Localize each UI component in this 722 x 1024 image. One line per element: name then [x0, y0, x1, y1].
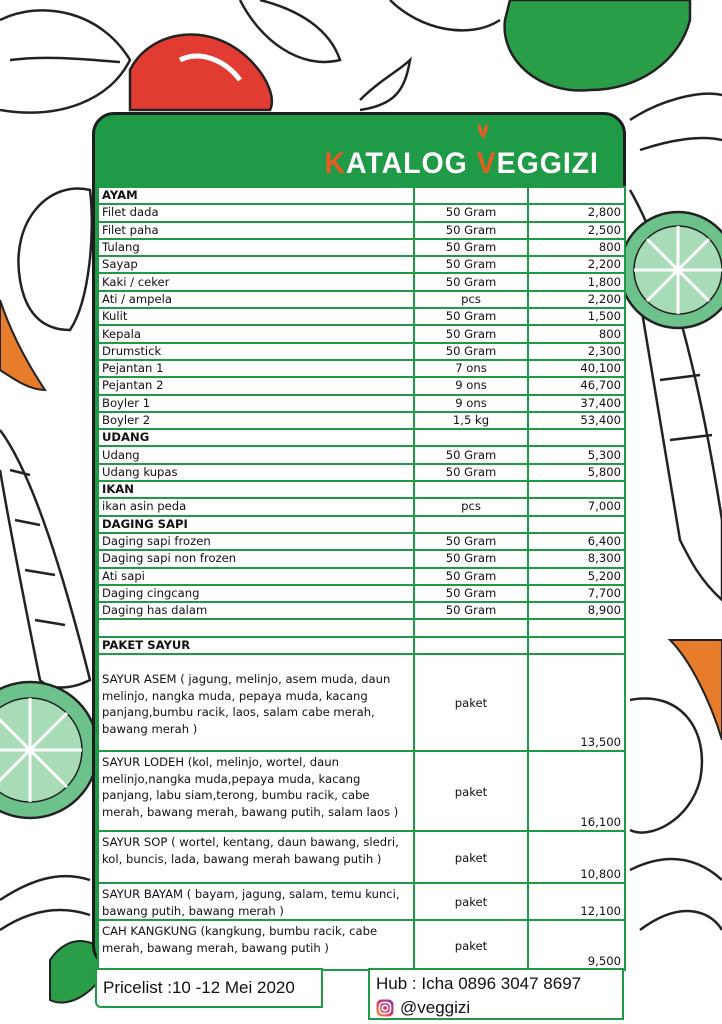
empty-cell — [528, 429, 625, 446]
table-row — [98, 222, 625, 239]
item-price: 2,200 — [528, 256, 625, 273]
item-unit: 50 Gram — [414, 239, 528, 256]
table-row — [98, 273, 625, 290]
catalog-header — [95, 115, 623, 185]
item-name: Tulang — [98, 239, 414, 256]
package-name: CAH KANGKUNG (kangkung, bumbu racik, cabe merah, bawang merah, bawang putih ) — [98, 920, 414, 970]
package-price: 16,100 — [528, 751, 625, 831]
table-row — [98, 654, 625, 751]
package-name: SAYUR ASEM ( jagung, melinjo, asem muda, daun melinjo, nangka muda, pepaya muda, kacang panjang,bumbu racik, laos, salam cabe merah, bawang merah ) — [98, 654, 414, 751]
table-row — [98, 343, 625, 360]
item-price: 40,100 — [528, 360, 625, 377]
item-price: 2,300 — [528, 343, 625, 360]
item-unit: 9 ons — [414, 377, 528, 394]
table-row — [98, 464, 625, 481]
table-row — [98, 239, 625, 256]
package-unit: paket — [414, 751, 528, 831]
item-price: 1,500 — [528, 308, 625, 325]
empty-cell — [414, 429, 528, 446]
item-name: Sayap — [98, 256, 414, 273]
table-row — [98, 360, 625, 377]
package-name: SAYUR LODEH (kol, melinjo, wortel, daun melinjo,nangka muda,pepaya muda, kacang panjang, labu siam,terong, bumbu racik, cabe merah, bawang merah, bawang putih, salam laos ) — [98, 751, 414, 831]
instagram-handle: @veggizi — [400, 998, 471, 1017]
item-price: 8,300 — [528, 550, 625, 567]
package-price: 13,500 — [528, 654, 625, 751]
section-header-row — [98, 429, 625, 446]
item-price: 5,200 — [528, 568, 625, 585]
item-unit: 50 Gram — [414, 550, 528, 567]
item-price: 6,400 — [528, 533, 625, 550]
item-name: Daging sapi non frozen — [98, 550, 414, 567]
carrot-leaf-icon — [473, 121, 493, 141]
package-name: SAYUR BAYAM ( bayam, jagung, salam, temu kunci, bawang putih, bawang merah ) — [98, 883, 414, 920]
package-name: SAYUR SOP ( wortel, kentang, daun bawang, sledri, kol, buncis, lada, bawang merah bawang putih ) — [98, 831, 414, 883]
table-row — [98, 446, 625, 463]
section-title: IKAN — [98, 481, 414, 498]
empty-cell — [528, 619, 625, 636]
package-unit: paket — [414, 883, 528, 920]
item-name: Daging has dalam — [98, 602, 414, 619]
package-unit: paket — [414, 831, 528, 883]
contact-hub: Hub : Icha 0896 3047 8697 — [376, 974, 582, 993]
package-unit: paket — [414, 654, 528, 751]
section-header-row — [98, 481, 625, 498]
table-row — [98, 395, 625, 412]
item-price: 5,300 — [528, 446, 625, 463]
item-unit: 50 Gram — [414, 602, 528, 619]
empty-cell — [414, 637, 528, 654]
item-unit: 50 Gram — [414, 256, 528, 273]
item-price: 2,800 — [528, 204, 625, 221]
item-name: Drumstick — [98, 343, 414, 360]
item-unit: 7 ons — [414, 360, 528, 377]
table-row — [98, 550, 625, 567]
item-name: Daging cingcang — [98, 585, 414, 602]
item-name: Ati / ampela — [98, 291, 414, 308]
item-unit: 50 Gram — [414, 222, 528, 239]
item-name: Pejantan 1 — [98, 360, 414, 377]
item-name: Filet dada — [98, 204, 414, 221]
table-row — [98, 602, 625, 619]
empty-cell — [98, 619, 414, 636]
item-price: 8,900 — [528, 602, 625, 619]
table-row — [98, 412, 625, 429]
package-price: 9,500 — [528, 920, 625, 970]
item-unit: 50 Gram — [414, 204, 528, 221]
item-unit: pcs — [414, 498, 528, 515]
section-title: PAKET SAYUR — [98, 637, 414, 654]
item-price: 46,700 — [528, 377, 625, 394]
item-name: Ati sapi — [98, 568, 414, 585]
table-row — [98, 377, 625, 394]
table-row — [98, 831, 625, 883]
table-row — [98, 751, 625, 831]
table-row — [98, 204, 625, 221]
section-header-row — [98, 187, 625, 204]
item-name: Boyler 2 — [98, 412, 414, 429]
item-name: Kaki / ceker — [98, 273, 414, 290]
item-name: Udang — [98, 446, 414, 463]
item-price: 800 — [528, 239, 625, 256]
item-price: 7,700 — [528, 585, 625, 602]
item-unit: 1,5 kg — [414, 412, 528, 429]
empty-cell — [414, 481, 528, 498]
package-price: 10,800 — [528, 831, 625, 883]
package-price: 12,100 — [528, 883, 625, 920]
item-name: Daging sapi frozen — [98, 533, 414, 550]
separator-row — [98, 619, 625, 636]
item-name: Kulit — [98, 308, 414, 325]
empty-cell — [414, 619, 528, 636]
table-row — [98, 883, 625, 920]
table-row — [98, 920, 625, 970]
instagram-row — [376, 998, 470, 1018]
empty-cell — [528, 481, 625, 498]
item-unit: 50 Gram — [414, 325, 528, 342]
item-price: 53,400 — [528, 412, 625, 429]
item-price: 7,000 — [528, 498, 625, 515]
item-unit: 50 Gram — [414, 464, 528, 481]
table-row — [98, 585, 625, 602]
empty-cell — [414, 187, 528, 204]
item-unit: 50 Gram — [414, 273, 528, 290]
table-row — [98, 308, 625, 325]
table-row — [98, 256, 625, 273]
contact-box — [368, 968, 624, 1020]
section-header-row — [98, 637, 625, 654]
package-unit: paket — [414, 920, 528, 970]
item-price: 800 — [528, 325, 625, 342]
table-row — [98, 568, 625, 585]
section-title: DAGING SAPI — [98, 516, 414, 533]
item-name: Udang kupas — [98, 464, 414, 481]
item-price: 2,200 — [528, 291, 625, 308]
table-row — [98, 498, 625, 515]
item-unit: 50 Gram — [414, 533, 528, 550]
section-title: UDANG — [98, 429, 414, 446]
item-name: Kepala — [98, 325, 414, 342]
item-unit: 50 Gram — [414, 585, 528, 602]
item-unit: 50 Gram — [414, 308, 528, 325]
table-row — [98, 291, 625, 308]
empty-cell — [528, 637, 625, 654]
price-table-body — [98, 187, 625, 970]
item-price: 1,800 — [528, 273, 625, 290]
section-header-row — [98, 516, 625, 533]
item-name: Filet paha — [98, 222, 414, 239]
table-row — [98, 533, 625, 550]
instagram-icon — [376, 999, 394, 1017]
empty-cell — [528, 187, 625, 204]
pricelist-box — [95, 968, 323, 1008]
item-unit: 50 Gram — [414, 446, 528, 463]
item-name: Boyler 1 — [98, 395, 414, 412]
item-price: 2,500 — [528, 222, 625, 239]
item-price: 5,800 — [528, 464, 625, 481]
item-name: ikan asin peda — [98, 498, 414, 515]
item-price: 37,400 — [528, 395, 625, 412]
item-unit: 50 Gram — [414, 343, 528, 360]
item-unit: pcs — [414, 291, 528, 308]
pricelist-date: Pricelist :10 -12 Mei 2020 — [103, 978, 295, 997]
empty-cell — [528, 516, 625, 533]
empty-cell — [414, 516, 528, 533]
item-unit: 9 ons — [414, 395, 528, 412]
page-title: KATALOG VEGGIZI — [324, 147, 599, 180]
item-name: Pejantan 2 — [98, 377, 414, 394]
price-table — [97, 186, 626, 971]
table-row — [98, 325, 625, 342]
section-title: AYAM — [98, 187, 414, 204]
item-unit: 50 Gram — [414, 568, 528, 585]
